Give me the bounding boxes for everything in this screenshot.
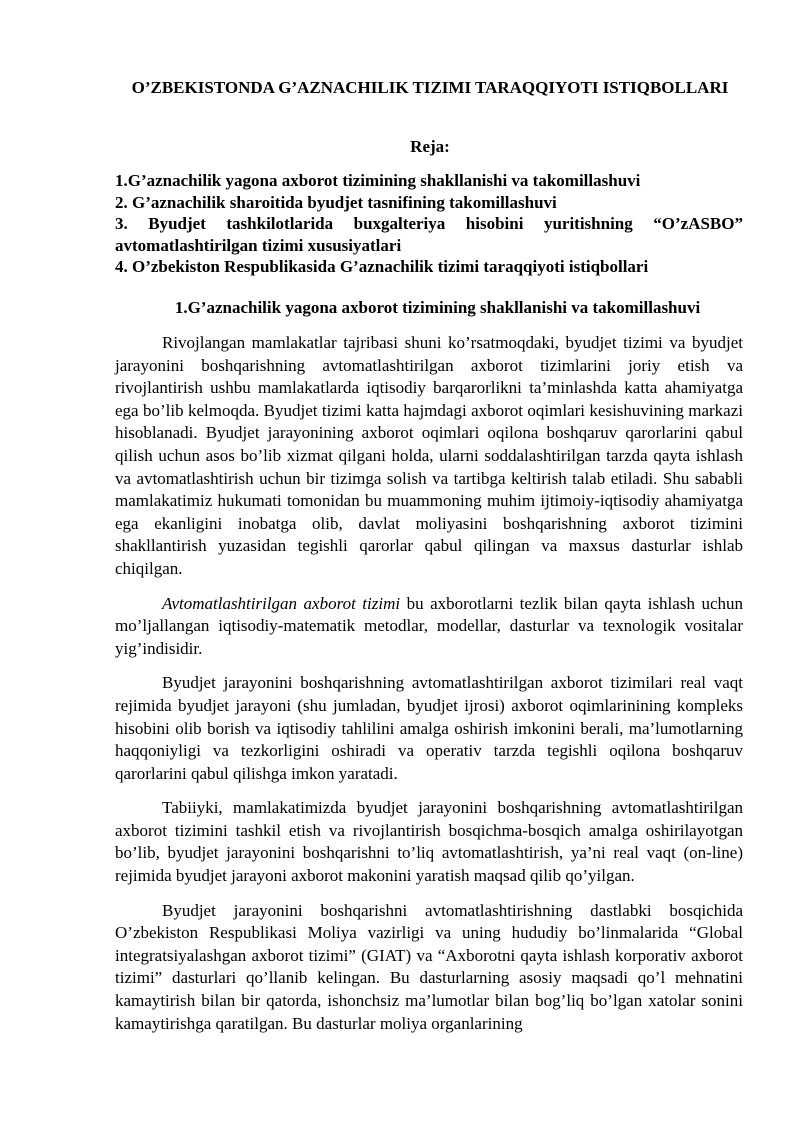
document-title: O’ZBEKISTONDA G’AZNACHILIK TIZIMI TARAQQIYOTI ISTIQBOLLARI [131, 78, 729, 97]
body-text [115, 332, 743, 1047]
paragraph [115, 593, 743, 661]
section-heading: 1.G’aznachilik yagona axborot tizimining shakllanishi va takomillashuvi [174, 298, 701, 317]
paragraph: Byudjet jarayonini boshqarishning avtomatlashtirilgan axborot tizimilari real vaqt rejimida byudjet jarayoni (shu jumladan, byudjet ijrosi) axborot oqimlarinining kompleks hisobini olib borish va iqtisodiy tahlilini amalga oshirish imkonini berali, ma’lumotlarning haqqoniyligi va tezkorligini oshiradi va operativ tarzda tegishli oqilona boshqaruv qarorlarini qabul qilishga imkon yaratadi. [115, 673, 743, 783]
italic-term: Avtomatlashtirilgan axborot tizimi [162, 593, 401, 613]
paragraph: Byudjet jarayonini boshqarishni avtomatlashtirishning dastlabki bosqichida O’zbekiston Respublikasi Moliya vazirligi va uning hududiy bo’linmalarida “Global integratsiyalashgan axborot tizimi” (GIAT) va “Axborotni qayta ishlash korporativ axborot tizimi” dasturlari qo’llanib kelingan. Bu dasturlarning asosiy maqsadi qo’l mehnatini kamaytirish bilan bir qatorda, ishonchsiz ma’lumotlar bilan bog’liq bo’lgan xatolar sonini kamaytirishga qaratilgan. Bu dasturlar moliya organlarining [115, 900, 743, 1033]
paragraph: Rivojlangan mamlakatlar tajribasi shuni ko’rsatmoqdaki, byudjet tizimi va byudjet jarayonini boshqarishning avtomatlashtirilgan axborot tizimlarini joriy etish va rivojlantirish ushbu mamlakatlarda iqtisodiy barqarorlikni ta’minlashda katta ahamiyatga ega bo’lib kelmoqda. Byudjet tizimi katta hajmdagi axborot oqimlari kesishuvining markazi hisoblanadi. Byudjet jarayonining axborot oqimlari oqilona boshqaruv qarorlarini qabul qilish uchun asos bo’lib xizmat qilgani holda, ularni soddalashtirilgan tarzda qayta ishlash va avtomatlashtirish uchun bir tizimga solish va tartibga keltirish talab etiladi. Shu sababli mamlakatimiz hukumati tomonidan bu muammoning muhim ijtimoiy-iqtisodiy ahamiyatga ega ekanligini inobatga olib, davlat moliyasini boshqarishning axborot tizimini shakllantirish yuzasidan tegishli qarorlar qabul qilingan va maxsus dasturlar ishlab chiqilgan. [115, 333, 743, 578]
plan-heading: Reja: [410, 137, 450, 156]
paragraph-text: bu axborotlarni tezlik bilan qayta ishlash uchun mo’ljallangan iqtisodiy-matematik metodlar, modellar, dasturlar va texnologik vositalar yig’indisidir. [115, 593, 743, 658]
plan-list [115, 170, 743, 278]
plan-item: 2. G’aznachilik sharoitida byudjet tasnifining takomillashuvi [115, 192, 557, 212]
plan-item: 3. Byudjet tashkilotlarida buxgalteriya hisobini yuritishning “O’zASBO” avtomatlashtirilgan tizimi xususiyatlari [115, 214, 743, 255]
paragraph: Tabiiyki, mamlakatimizda byudjet jarayonini boshqarishning avtomatlashtirilgan axborot tizimini tashkil etish va rivojlantirish bosqichma-bosqich amalga oshirilayotgan bo’lib, byudjet jarayonini boshqarishni to’liq avtomatlashtirish, ya’ni real vaqt (on-line) rejimida byudjet jarayoni axborot makonini yaratish maqsad qilib qo’yilgan. [115, 798, 743, 886]
plan-item: 4. O’zbekiston Respublikasida G’aznachilik tizimi taraqqiyoti istiqbollari [115, 257, 649, 276]
plan-item: 1.G’aznachilik yagona axborot tizimining shakllanishi va takomillashuvi [115, 171, 641, 190]
